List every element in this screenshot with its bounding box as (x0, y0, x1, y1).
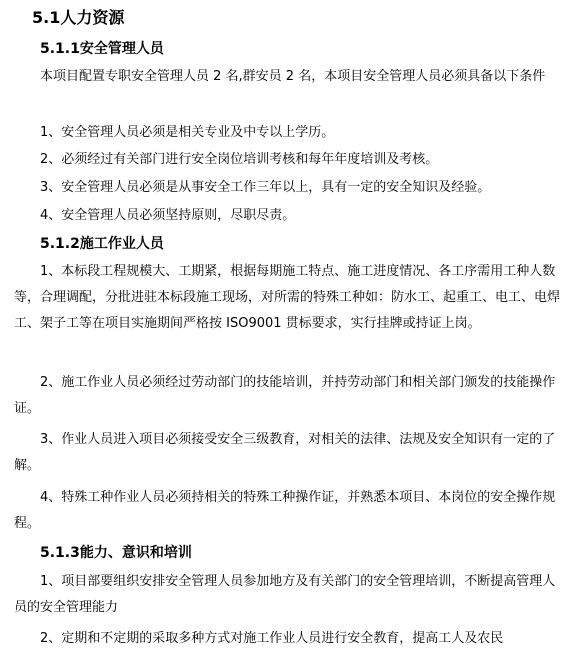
subsection-title-competence-training: 5.1.3能力、意识和培训 (40, 545, 192, 561)
list-item: 4、特殊工种作业人员必须持相关的特殊工种操作证，并熟悉本项目、本岗位的安全操作规程。 (14, 490, 556, 531)
list-item: 1、安全管理人员必须是相关专业及中专以上学历。 (40, 125, 335, 140)
paragraph-safety-intro: 本项目配置专职安全管理人员 2 名,群安员 2 名，本项目安全管理人员必须具备以下条件 (40, 69, 546, 84)
list-item: 3、作业人员进入项目必须接受安全三级教育，对相关的法律、法规及安全知识有一定的了解。 (14, 432, 556, 473)
list-item: 2、必须经过有关部门进行安全岗位培训考核和每年年度培训及考核。 (40, 152, 439, 167)
list-item: 1、本标段工程规模大、工期紧，根据每期施工特点、施工进度情况、各工序需用工种人数等，合理调配，分批进驻本标段施工现场，对所需的特殊工种如：防水工、起重工、电工、电焊工、架子工等在项目实施期间严格按 ISO9001 贯标要求，实行挂牌或持证上岗。 (14, 264, 561, 331)
subsection-title-construction-workers: 5.1.2施工作业人员 (40, 236, 164, 252)
section-title: 5.1人力资源 (32, 8, 125, 27)
list-item: 4、安全管理人员必须坚持原则，尽职尽责。 (40, 208, 296, 223)
list-item: 3、安全管理人员必须是从事安全工作三年以上，具有一定的安全知识及经验。 (40, 180, 491, 195)
subsection-title-safety-managers: 5.1.1安全管理人员 (40, 41, 164, 57)
list-item: 2、施工作业人员必须经过劳动部门的技能培训，并持劳动部门和相关部门颁发的技能操作证。 (14, 375, 556, 416)
list-item: 2、定期和不定期的采取多种方式对施工作业人员进行安全教育，提高工人及农民 (40, 631, 504, 646)
list-item: 1、项目部要组织安排安全管理人员参加地方及有关部门的安全管理培训，不断提高管理人员的安全管理能力 (14, 574, 556, 615)
